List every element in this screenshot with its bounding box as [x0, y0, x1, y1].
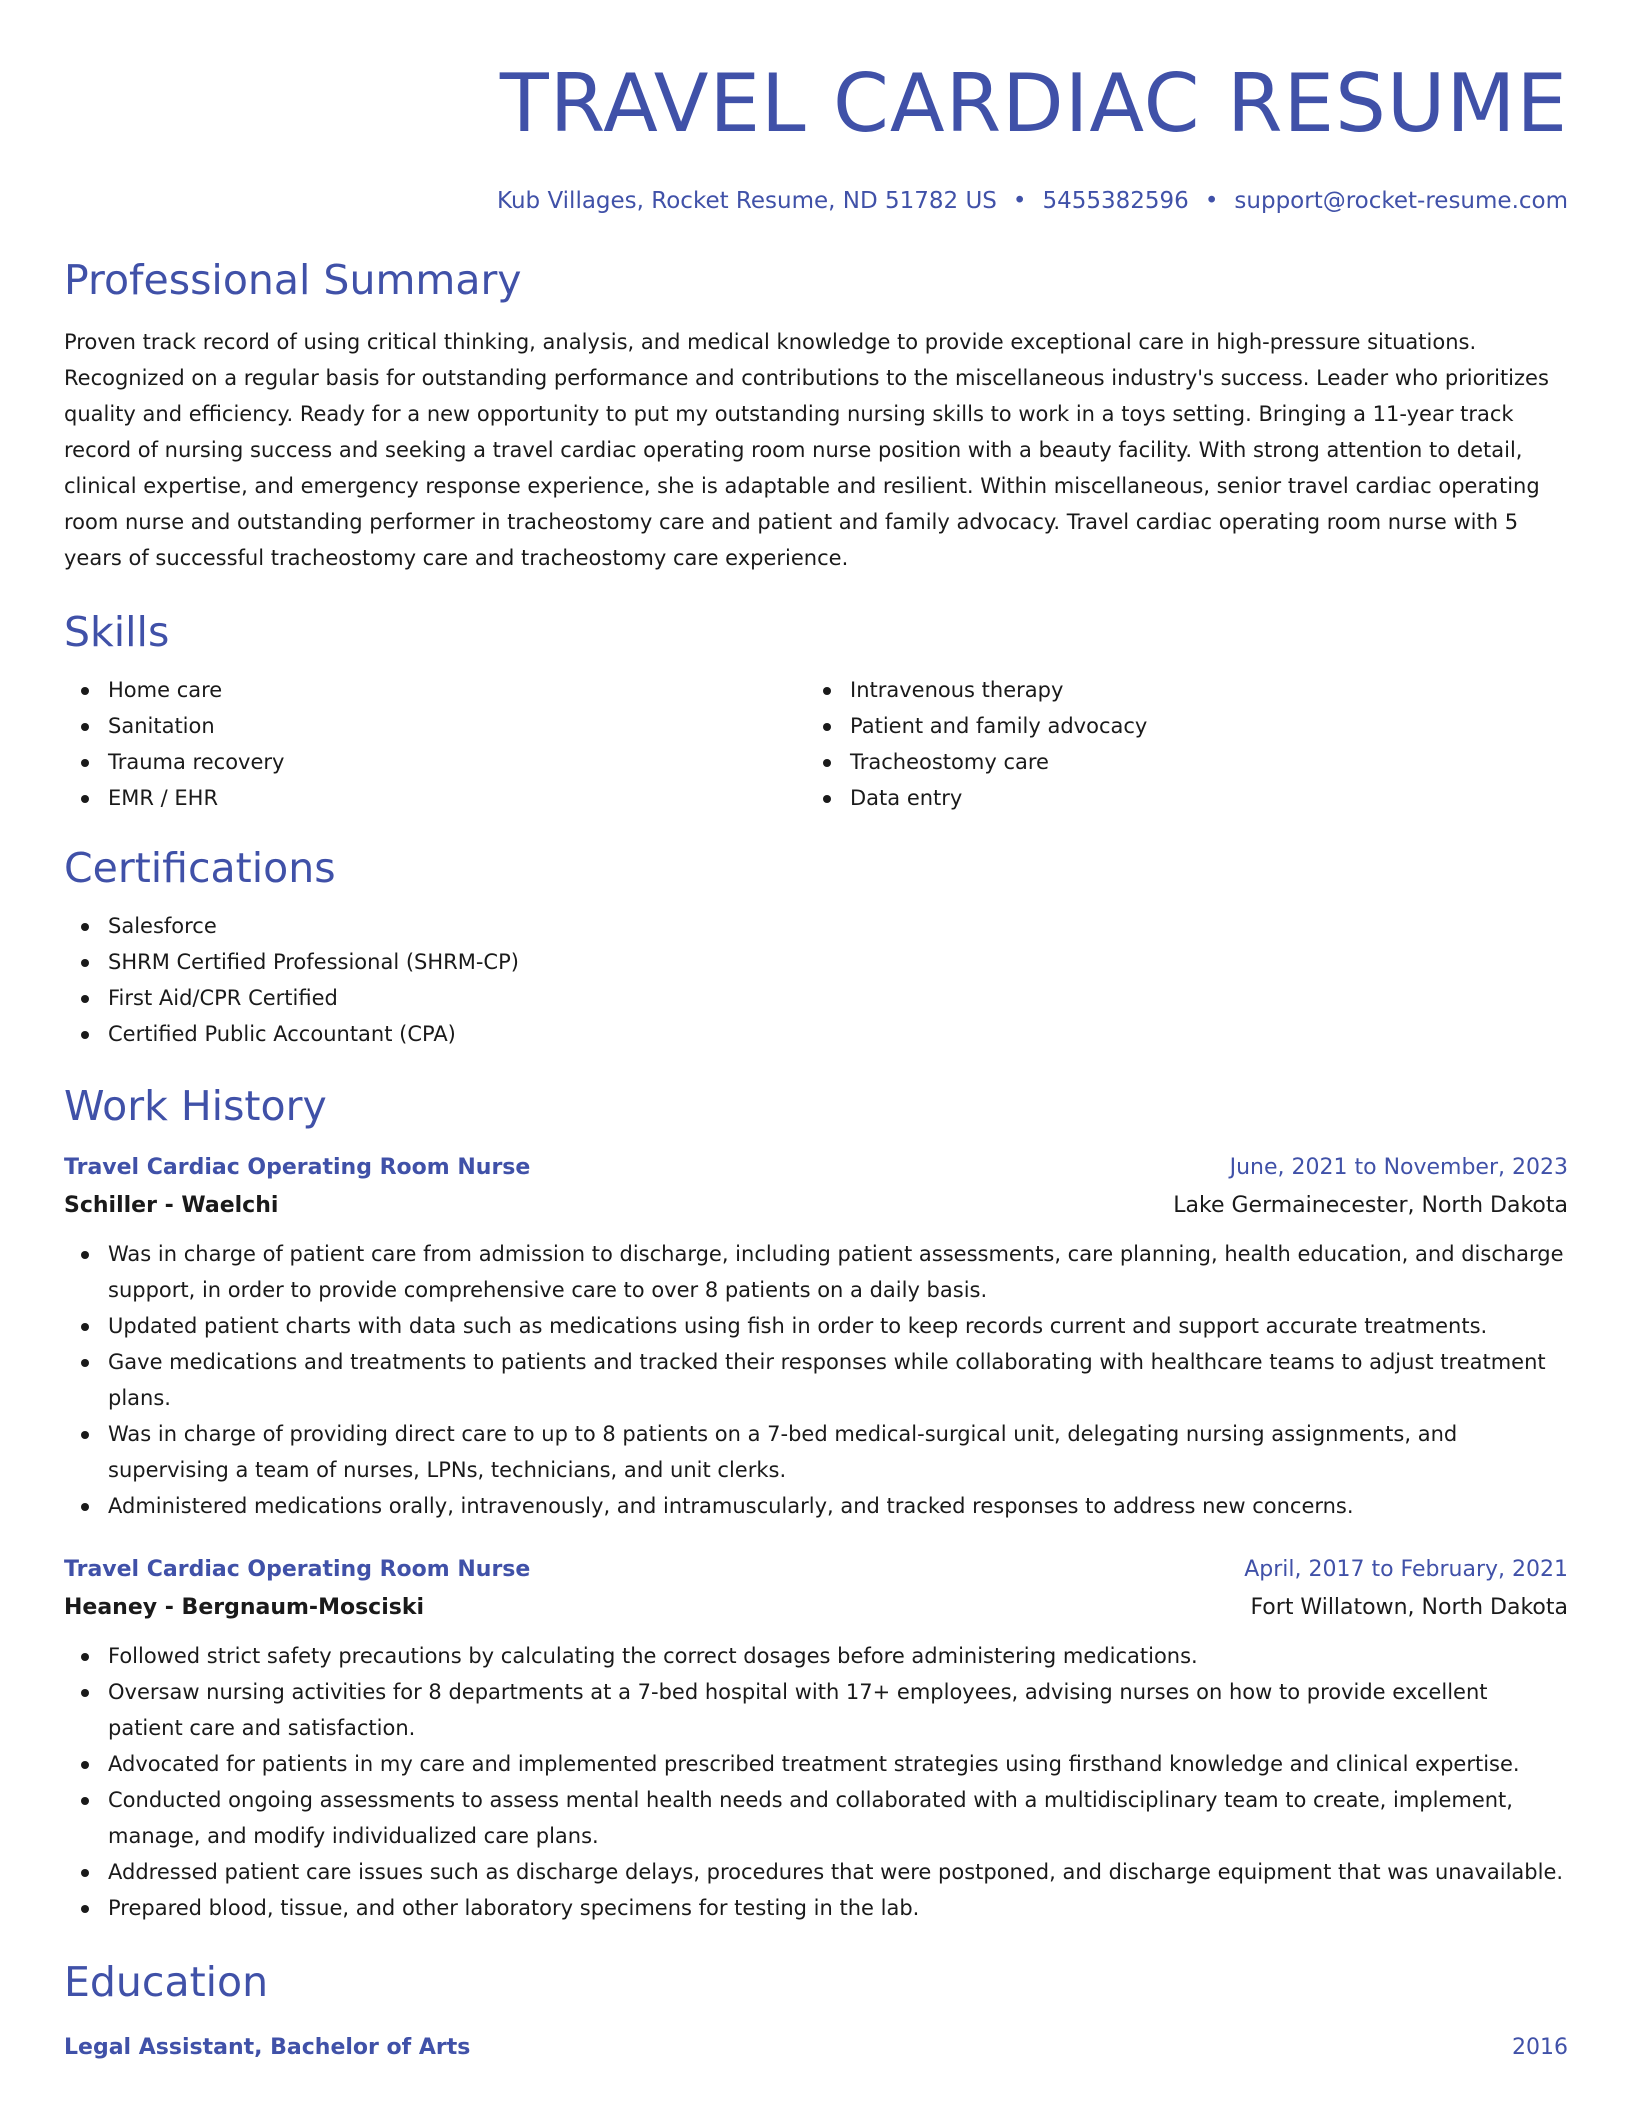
contact-line — [64, 186, 1568, 216]
contact-separator: • — [1012, 188, 1027, 214]
contact-phone[interactable]: 5455382596 — [1042, 188, 1189, 214]
work-history-section — [64, 1080, 1568, 1926]
job-duty: Oversaw nursing activities for 8 departments at a 7-bed hospital with 17+ employees, advising nurses on how to provide excellent patient care and satisfaction. — [64, 1674, 1568, 1746]
education-year: 2016 — [1512, 2035, 1568, 2060]
job-dates: April, 2017 to February, 2021 — [1244, 1557, 1568, 1582]
education-entry — [64, 2030, 1568, 2066]
job-duty: Was in charge of patient care from admission to discharge, including patient assessments, care planning, health education, and discharge support, in order to provide comprehensive care to over 8 patients on a daily basis. — [64, 1236, 1568, 1308]
job-entry — [64, 1150, 1568, 1524]
certification-item: SHRM Certified Professional (SHRM-CP) — [64, 944, 1568, 980]
section-heading-skills: Skills — [64, 608, 170, 656]
job-duty: Was in charge of providing direct care to up to 8 patients on a 7-bed medical-surgical unit, delegating nursing assignments, and supervising a team of nurses, LPNs, technicians, and unit clerks. — [64, 1416, 1568, 1488]
skills-column-right — [806, 672, 1548, 816]
job-duty: Gave medications and treatments to patients and tracked their responses while collaborating with healthcare teams to adjust treatment plans. — [64, 1344, 1568, 1416]
section-heading-work-history: Work History — [64, 1082, 327, 1130]
skill-item: EMR / EHR — [64, 780, 806, 816]
job-duty: Conducted ongoing assessments to assess mental health needs and collaborated with a multidisciplinary team to create, implement, manage, and modify individualized care plans. — [64, 1782, 1568, 1854]
job-duty: Administered medications orally, intravenously, and intramuscularly, and tracked responses to address new concerns. — [64, 1488, 1568, 1524]
resume-title: TRAVEL CARDIAC RESUME — [499, 57, 1568, 150]
contact-email[interactable]: support@rocket-resume.com — [1234, 188, 1568, 214]
job-duty: Addressed patient care issues such as discharge delays, procedures that were postponed, and discharge equipment that was unavailable. — [64, 1854, 1568, 1890]
skill-item: Trauma recovery — [64, 744, 806, 780]
certifications-list — [64, 908, 1568, 1052]
contact-address: Kub Villages, Rocket Resume, ND 51782 US — [497, 188, 997, 214]
skill-item: Intravenous therapy — [806, 672, 1548, 708]
certification-item: Certified Public Accountant (CPA) — [64, 1016, 1568, 1052]
professional-summary-section — [64, 254, 1568, 576]
education-section — [64, 1956, 1568, 2066]
job-company-row — [64, 1588, 1568, 1628]
job-dates: June, 2021 to November, 2023 — [1229, 1155, 1568, 1180]
job-duties-list — [64, 1638, 1568, 1926]
skill-item: Home care — [64, 672, 806, 708]
skills-section — [64, 606, 1568, 816]
job-duty: Followed strict safety precautions by calculating the correct dosages before administering medications. — [64, 1638, 1568, 1674]
job-company-row — [64, 1186, 1568, 1226]
job-location: Fort Willatown, North Dakota — [1250, 1595, 1568, 1620]
section-heading-certifications: Certifications — [64, 844, 336, 892]
certifications-section — [64, 842, 1568, 1052]
skill-item: Tracheostomy care — [806, 744, 1548, 780]
contact-separator: • — [1204, 188, 1219, 214]
job-header-row — [64, 1150, 1568, 1186]
skill-item: Sanitation — [64, 708, 806, 744]
summary-text: Proven track record of using critical thinking, analysis, and medical knowledge to provide exceptional care in high-pressure situations. Recognized on a regular basis for outstanding performance and contributions to the miscellaneous industry's success. Leader who prioritizes quality and efficiency. Ready for a new opportunity to put my outstanding nursing skills to work in a toys setting. Bringing a 11-year track record of nursing success and seeking a travel cardiac operating room nurse position with a beauty facility. With strong attention to detail, clinical expertise, and emergency response experience, she is adaptable and resilient. Within miscellaneous, senior travel cardiac operating room nurse and outstanding performer in tracheostomy care and patient and family advocacy. Travel cardiac operating room nurse with 5 years of successful tracheostomy care and tracheostomy care experience. — [64, 330, 1549, 570]
section-heading-summary: Professional Summary — [64, 256, 522, 304]
job-duty: Advocated for patients in my care and implemented prescribed treatment strategies using firsthand knowledge and clinical expertise. — [64, 1746, 1568, 1782]
job-title: Travel Cardiac Operating Room Nurse — [64, 1557, 531, 1582]
education-degree: Legal Assistant, Bachelor of Arts — [64, 2035, 471, 2060]
job-title: Travel Cardiac Operating Room Nurse — [64, 1155, 531, 1180]
skill-item: Data entry — [806, 780, 1548, 816]
certification-item: Salesforce — [64, 908, 1568, 944]
job-company: Heaney - Bergnaum-Mosciski — [64, 1595, 425, 1620]
skill-item: Patient and family advocacy — [806, 708, 1548, 744]
job-company: Schiller - Waelchi — [64, 1193, 279, 1218]
section-heading-education: Education — [64, 1958, 269, 2006]
job-duty: Prepared blood, tissue, and other laboratory specimens for testing in the lab. — [64, 1890, 1568, 1926]
job-duty: Updated patient charts with data such as medications using fish in order to keep records current and support accurate treatments. — [64, 1308, 1568, 1344]
job-duties-list — [64, 1236, 1568, 1524]
resume-header — [64, 0, 1568, 216]
job-entry — [64, 1552, 1568, 1926]
certification-item: First Aid/CPR Certified — [64, 980, 1568, 1016]
job-location: Lake Germainecester, North Dakota — [1173, 1193, 1568, 1218]
skills-column-left — [64, 672, 806, 816]
job-header-row — [64, 1552, 1568, 1588]
skills-grid — [64, 672, 1568, 816]
